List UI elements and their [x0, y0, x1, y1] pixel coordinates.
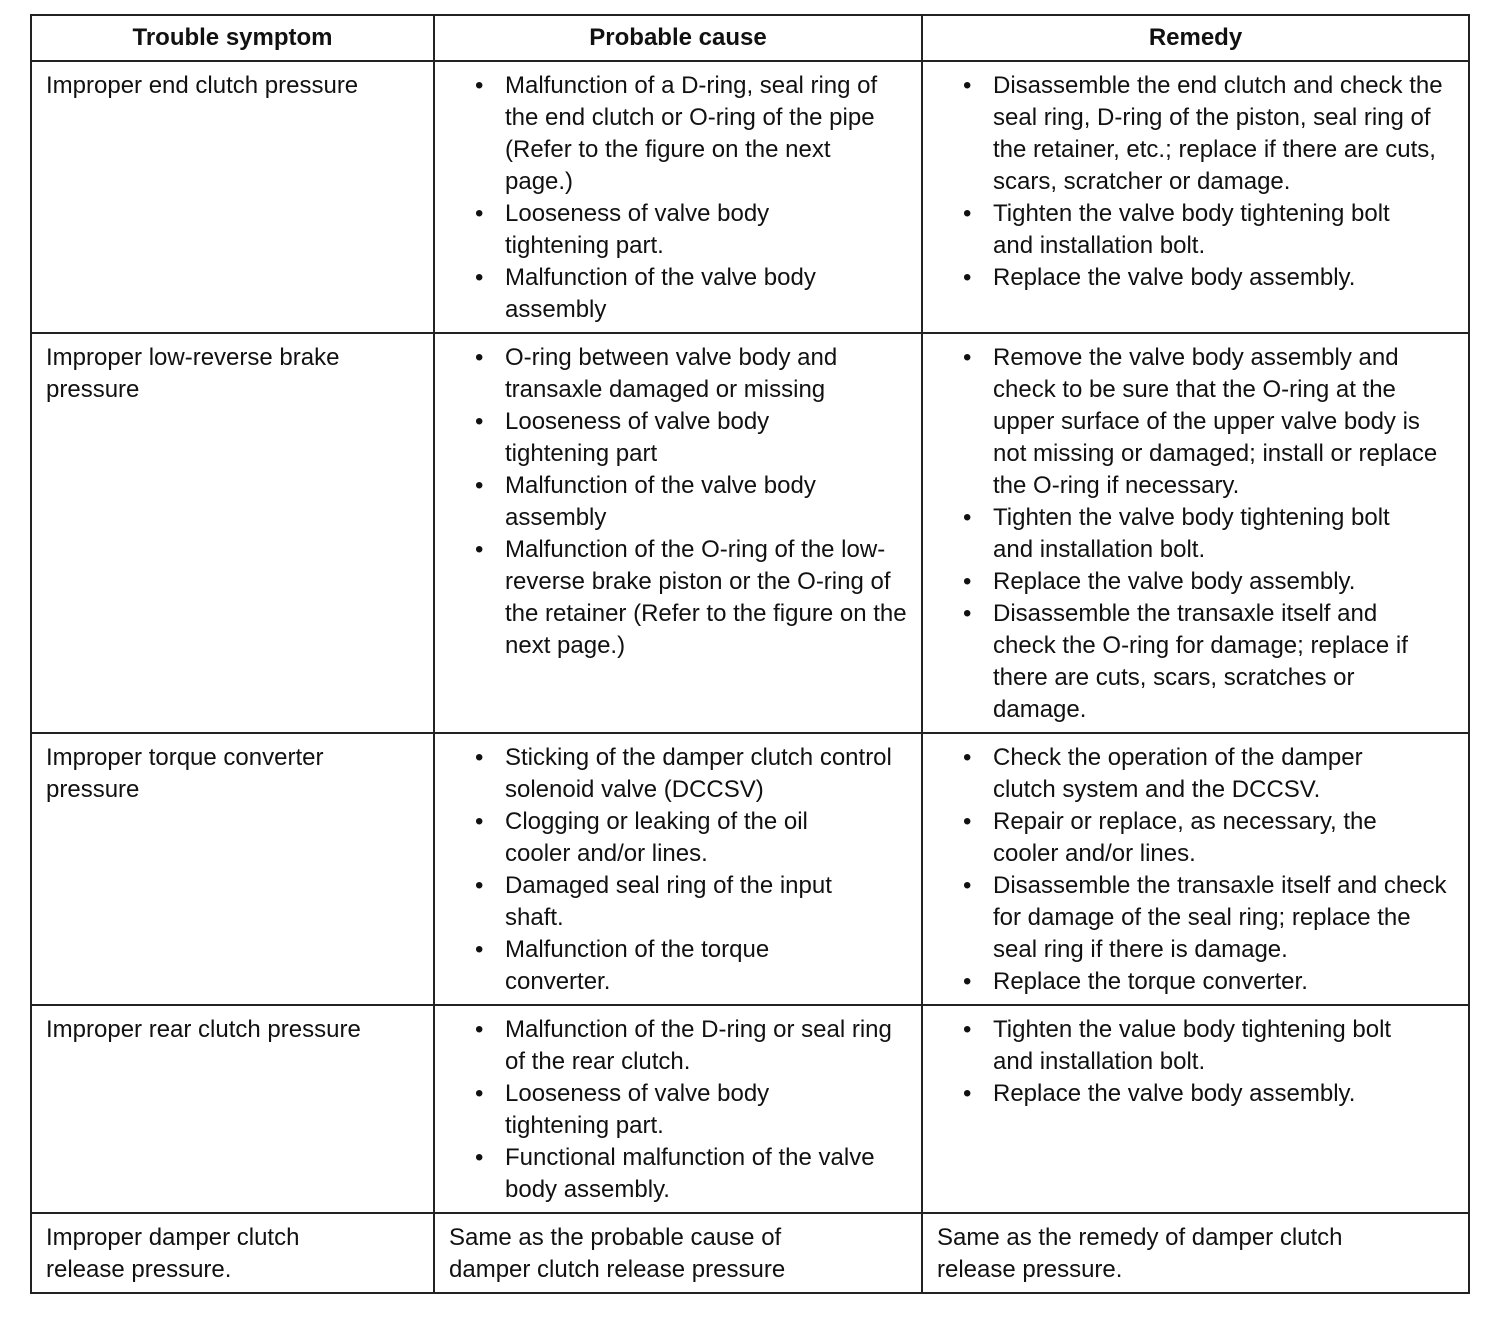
list-item: • Disassemble the transaxle itself and check for damage of the seal ring; replace the seal ring if there is damage.: [993, 870, 1454, 966]
list-item: • Disassemble the transaxle itself and check the O-ring for damage; replace if there are cuts, scars, scratches or damage.: [993, 598, 1454, 726]
list-item: • Tighten the valve body tightening bolt and installation bolt.: [993, 198, 1454, 262]
list-item: • Check the operation of the damper clutch system and the DCCSV.: [993, 742, 1454, 806]
remedy-cell: [922, 1005, 1469, 1213]
list-item: • Looseness of valve body tightening part: [505, 406, 907, 470]
cause-list: [449, 1014, 907, 1206]
list-item: • Replace the torque converter.: [993, 966, 1454, 998]
symptom-cell: [31, 333, 434, 733]
cause-cell: [434, 61, 922, 333]
list-item: • Repair or replace, as necessary, the cooler and/or lines.: [993, 806, 1454, 870]
table-row: [31, 733, 1469, 1005]
list-item: • Damaged seal ring of the input shaft.: [505, 870, 907, 934]
remedy-list: [937, 742, 1454, 998]
cause-cell: [434, 733, 922, 1005]
symptom-text: Improper torque converter pressure: [46, 744, 324, 803]
remedy-cell: [922, 733, 1469, 1005]
symptom-cell: [31, 733, 434, 1005]
cause-cell: [434, 1005, 922, 1213]
list-item: • Replace the valve body assembly.: [993, 1078, 1454, 1110]
symptom-cell: [31, 61, 434, 333]
cause-cell: [434, 1213, 922, 1293]
cause-cell: [434, 333, 922, 733]
remedy-text: Same as the remedy of damper clutch release pressure.: [937, 1224, 1343, 1283]
table-row: [31, 61, 1469, 333]
list-item: • Disassemble the end clutch and check the seal ring, D-ring of the piston, seal ring of the retainer, etc.; replace if there are cuts, scars, scratcher or damage.: [993, 70, 1454, 198]
list-item: • Sticking of the damper clutch control solenoid valve (DCCSV): [505, 742, 907, 806]
symptom-cell: [31, 1005, 434, 1213]
list-item: • Looseness of valve body tightening part.: [505, 198, 907, 262]
symptom-text: Improper rear clutch pressure: [46, 1016, 361, 1043]
remedy-cell: [922, 61, 1469, 333]
table-row: [31, 1005, 1469, 1213]
cause-text: Same as the probable cause of damper clutch release pressure: [449, 1224, 786, 1283]
header-trouble-symptom: Trouble symptom: [31, 15, 434, 61]
cause-list: [449, 342, 907, 662]
header-remedy: Remedy: [922, 15, 1469, 61]
symptom-text: Improper end clutch pressure: [46, 72, 359, 99]
table-row: [31, 1213, 1469, 1293]
list-item: • Looseness of valve body tightening part.: [505, 1078, 907, 1142]
remedy-list: [937, 342, 1454, 726]
list-item: • O-ring between valve body and transaxle damaged or missing: [505, 342, 907, 406]
cause-list: [449, 70, 907, 326]
header-probable-cause: Probable cause: [434, 15, 922, 61]
remedy-cell: [922, 1213, 1469, 1293]
list-item: • Tighten the valve body tightening bolt and installation bolt.: [993, 502, 1454, 566]
table-row: [31, 333, 1469, 733]
list-item: • Remove the valve body assembly and check to be sure that the O-ring at the upper surface of the upper valve body is not missing or damaged; install or replace the O-ring if necessary.: [993, 342, 1454, 502]
list-item: • Malfunction of the valve body assembly: [505, 470, 907, 534]
cause-list: [449, 742, 907, 998]
symptom-cell: [31, 1213, 434, 1293]
trouble-table: [30, 14, 1470, 1294]
header-row: [31, 15, 1469, 61]
list-item: • Clogging or leaking of the oil cooler and/or lines.: [505, 806, 907, 870]
remedy-cell: [922, 333, 1469, 733]
list-item: • Tighten the value body tightening bolt and installation bolt.: [993, 1014, 1454, 1078]
list-item: • Malfunction of a D-ring, seal ring of the end clutch or O-ring of the pipe (Refer to the figure on the next page.): [505, 70, 907, 198]
list-item: • Malfunction of the torque converter.: [505, 934, 907, 998]
list-item: • Functional malfunction of the valve body assembly.: [505, 1142, 907, 1206]
list-item: • Malfunction of the O-ring of the low-reverse brake piston or the O-ring of the retainer (Refer to the figure on the next page.): [505, 534, 907, 662]
symptom-text: Improper damper clutch release pressure.: [46, 1224, 300, 1283]
list-item: • Malfunction of the valve body assembly: [505, 262, 907, 326]
remedy-list: [937, 70, 1454, 294]
list-item: • Malfunction of the D-ring or seal ring of the rear clutch.: [505, 1014, 907, 1078]
symptom-text: Improper low-reverse brake pressure: [46, 344, 340, 403]
remedy-list: [937, 1014, 1454, 1110]
list-item: • Replace the valve body assembly.: [993, 566, 1454, 598]
list-item: • Replace the valve body assembly.: [993, 262, 1454, 294]
